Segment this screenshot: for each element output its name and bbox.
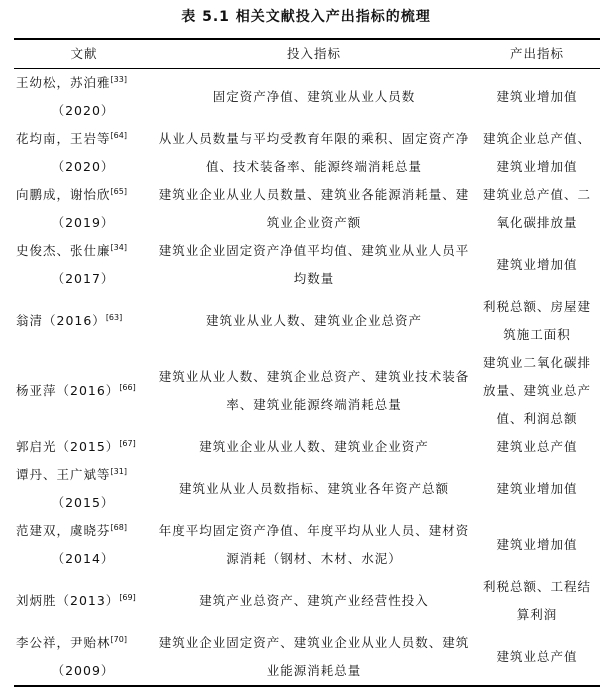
reference-number: [68] (110, 522, 127, 532)
inputs-cell: 年度平均固定资产净值、年度平均从业人员、建材资源消耗（钢材、木材、水泥） (158, 523, 470, 566)
table-row (14, 629, 600, 686)
reference-number: [31] (110, 466, 127, 476)
year: （2020） (51, 103, 115, 118)
author: 史俊杰、张仕廉 (16, 243, 111, 258)
literature-cell (14, 293, 154, 349)
year: （2019） (51, 215, 115, 230)
outputs-cell: 建筑业增加值 (496, 537, 578, 552)
inputs-cell: 建筑产业总资产、建筑产业经营性投入 (199, 593, 429, 608)
author: 谭丹、王广斌等 (16, 467, 111, 482)
outputs-cell: 建筑业二氧化碳排放量、建筑业总产值、利润总额 (482, 355, 591, 426)
inputs-cell: 建筑业从业人员数指标、建筑业各年资产总额 (178, 481, 449, 496)
reference-number: [63] (105, 312, 123, 322)
author: 花均南，王岩等 (16, 131, 111, 146)
year: （2017） (51, 271, 115, 286)
outputs-cell: 建筑业总产值 (474, 629, 600, 686)
author: 李公祥，尹贻林 (16, 635, 111, 650)
header-literature: 文献 (14, 39, 154, 69)
table-row (14, 349, 600, 433)
table-row (14, 69, 600, 126)
inputs-cell: 建筑业从业人数、建筑企业总资产、建筑业技术装备率、建筑业能源终端消耗总量 (158, 369, 470, 412)
author: 翁清（2016） (16, 313, 106, 328)
table-row (14, 517, 600, 573)
literature-cell (14, 69, 154, 126)
reference-number: [67] (119, 438, 136, 448)
inputs-cell: 建筑业企业固定资产、建筑业企业从业人员数、建筑业能源消耗总量 (154, 629, 474, 686)
literature-cell (14, 517, 154, 573)
inputs-cell: 建筑业企业从业人员数量、建筑业各能源消耗量、建筑业企业资产额 (158, 187, 470, 230)
year: （2015） (51, 495, 115, 510)
header-outputs: 产出指标 (474, 39, 600, 69)
reference-number: [65] (110, 186, 127, 196)
header-inputs: 投入指标 (154, 39, 474, 69)
literature-cell (14, 349, 154, 433)
outputs-cell: 建筑业增加值 (496, 257, 578, 272)
literature-cell (14, 433, 154, 461)
author: 郭启光（2015） (16, 439, 120, 454)
outputs-cell: 建筑业增加值 (496, 89, 578, 104)
outputs-cell: 建筑业总产值、二氧化碳排放量 (482, 187, 591, 230)
table-caption: 表 5.1 相关文献投入产出指标的梳理 (181, 9, 431, 25)
author: 刘炳胜（2013） (16, 593, 120, 608)
table-row (14, 237, 600, 293)
outputs-cell: 建筑业总产值 (496, 439, 578, 454)
table-row (14, 293, 600, 349)
author: 范建双，虞晓芬 (16, 523, 111, 538)
outputs-cell: 利税总额、工程结算利润 (482, 579, 591, 622)
author: 向鹏成，谢怡欣 (16, 187, 111, 202)
year: （2014） (51, 551, 115, 566)
literature-cell (14, 181, 154, 237)
inputs-cell: 建筑业从业人数、建筑业企业总资产 (205, 313, 422, 328)
table-row (14, 181, 600, 237)
outputs-cell: 利税总额、房屋建筑施工面积 (482, 299, 591, 342)
year: （2009） (51, 663, 115, 678)
reference-number: [34] (110, 242, 127, 252)
inputs-cell: 建筑业企业从业人数、建筑业企业资产 (199, 439, 429, 454)
author: 杨亚萍（2016） (16, 383, 120, 398)
table-row (14, 125, 600, 181)
reference-number: [69] (119, 592, 136, 602)
reference-number: [66] (119, 382, 136, 392)
inputs-cell: 建筑业企业固定资产净值平均值、建筑业从业人员平均数量 (158, 243, 470, 286)
author: 王幼松，苏泊雅 (16, 75, 111, 90)
inputs-cell: 从业人员数量与平均受教育年限的乘积、固定资产净值、技术装备率、能源终端消耗总量 (158, 131, 470, 174)
table-row (14, 461, 600, 517)
literature-cell (14, 629, 154, 686)
year: （2020） (51, 159, 115, 174)
reference-number: [33] (110, 74, 127, 84)
table-row (14, 573, 600, 629)
outputs-cell: 建筑企业总产值、建筑业增加值 (482, 131, 591, 174)
literature-cell (14, 573, 154, 629)
outputs-cell: 建筑业增加值 (496, 481, 578, 496)
literature-cell (14, 125, 154, 181)
table-row (14, 433, 600, 461)
literature-table (14, 38, 600, 687)
reference-number: [70] (110, 634, 127, 644)
header-row (14, 39, 600, 69)
literature-cell (14, 237, 154, 293)
literature-cell (14, 461, 154, 517)
reference-number: [64] (110, 130, 127, 140)
inputs-cell: 固定资产净值、建筑业从业人员数 (212, 89, 416, 104)
